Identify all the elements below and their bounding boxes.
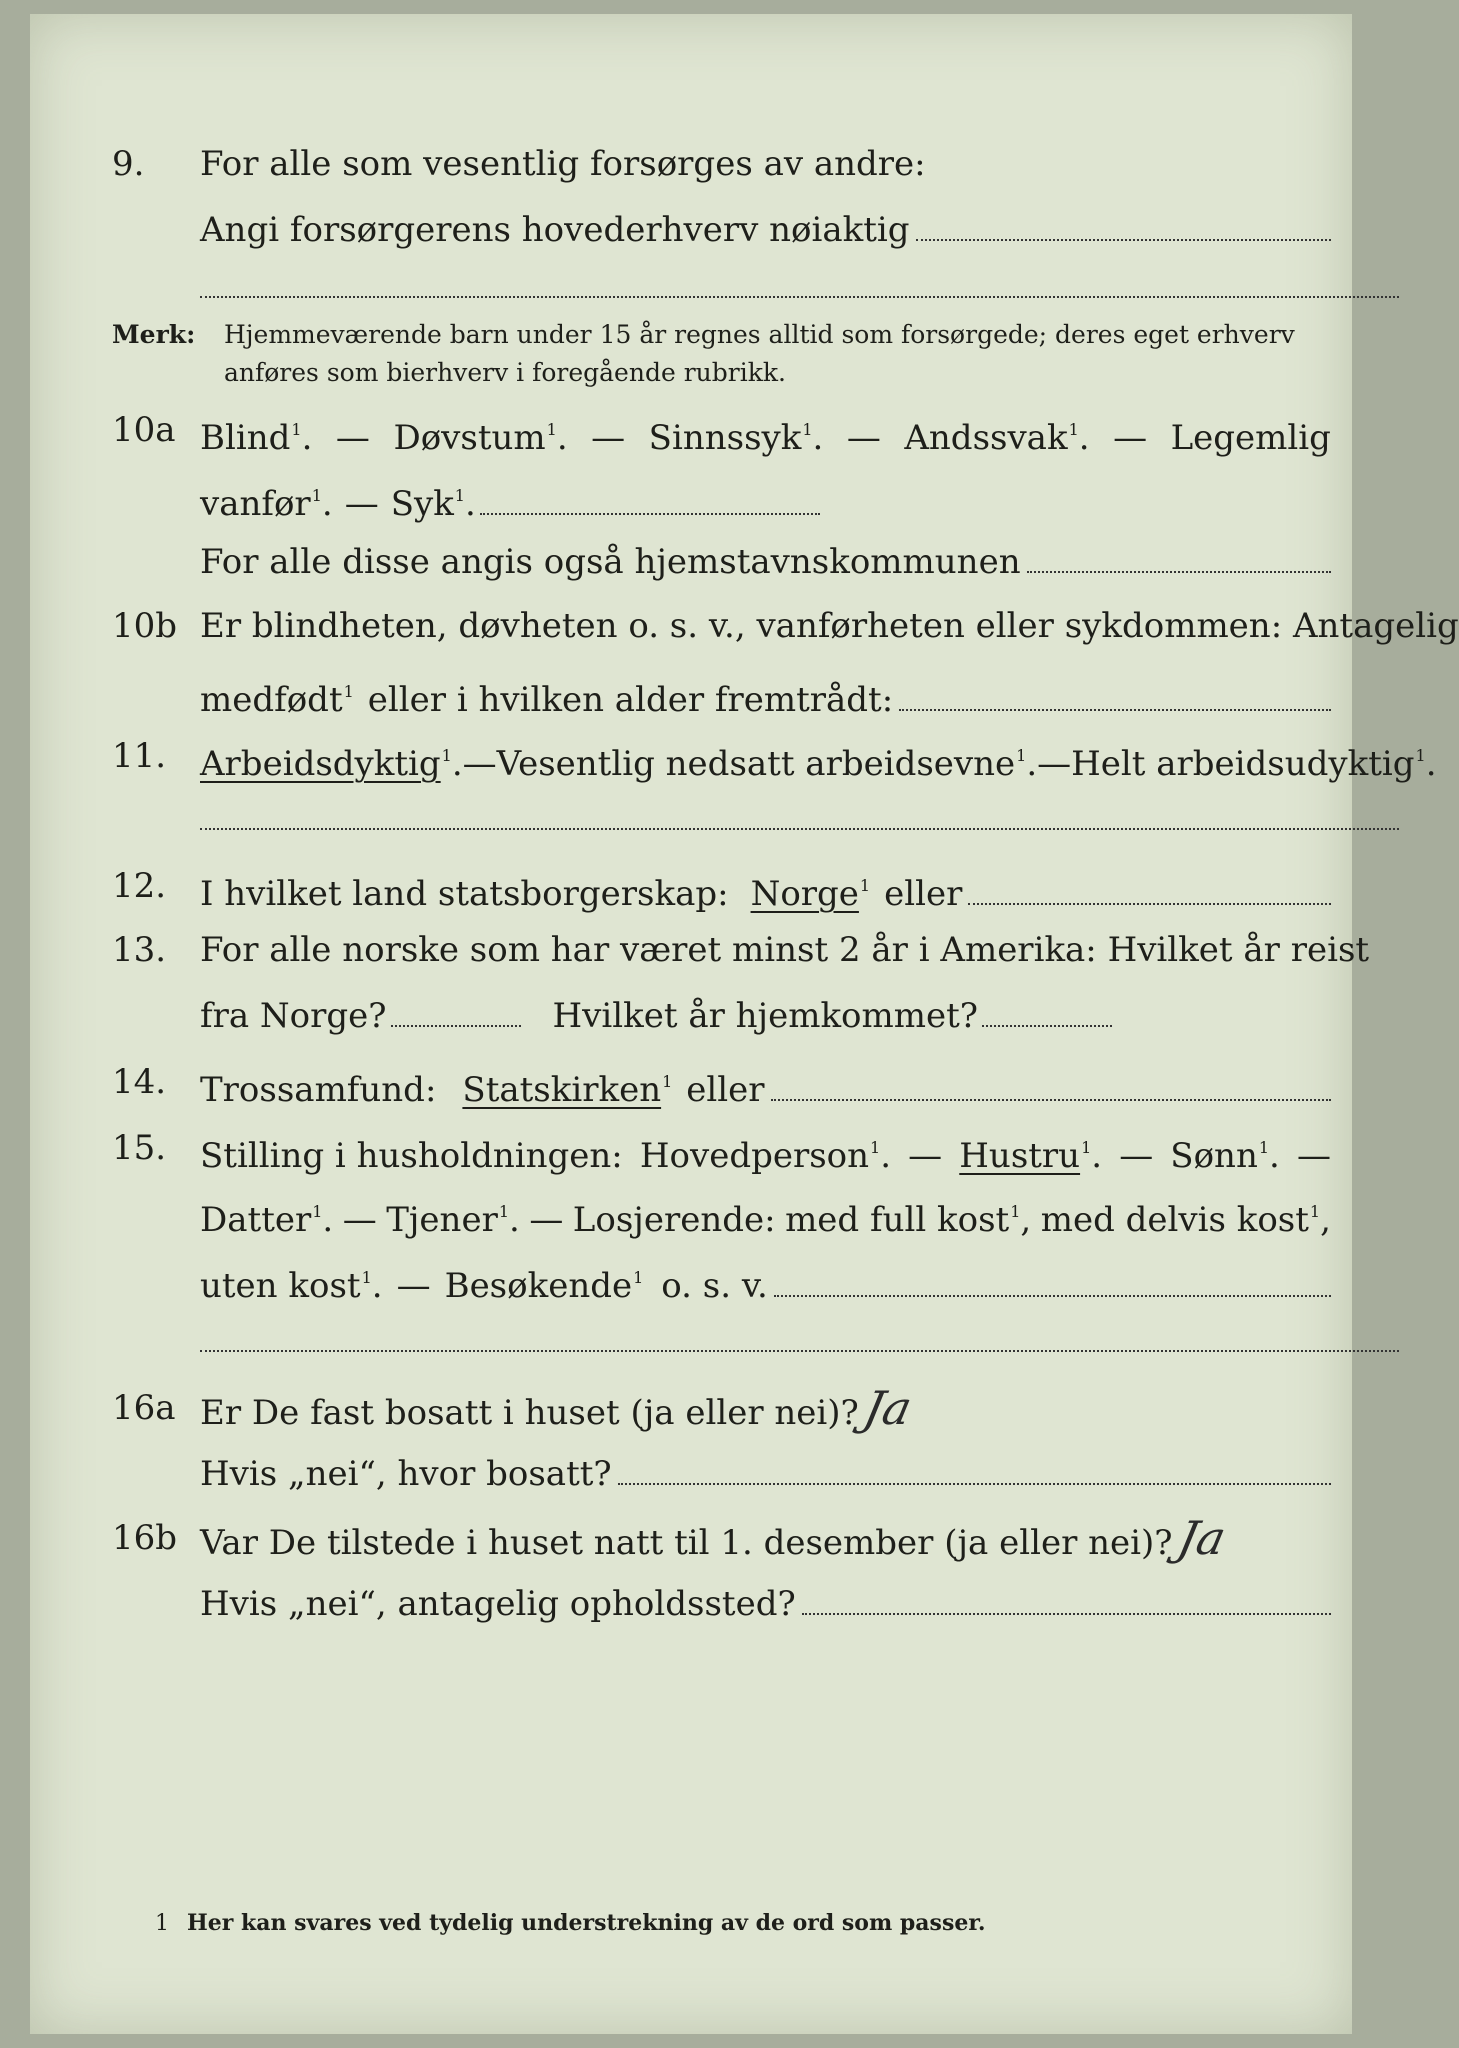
question-number: 13.	[112, 930, 167, 970]
answer-year-departed[interactable]	[391, 1025, 521, 1027]
option-hovedperson[interactable]: Hovedperson$^1$.	[639, 1136, 892, 1176]
option-datter[interactable]: Datter$^1$.	[200, 1200, 334, 1240]
option-medfodt[interactable]: medfødt$^1$	[200, 680, 354, 720]
option-legemlig[interactable]: Legemlig	[1170, 418, 1331, 458]
option-andssvak[interactable]: Andssvak$^1$.	[904, 418, 1090, 458]
question-number: 12.	[112, 866, 167, 906]
answer-year-returned[interactable]	[982, 1025, 1112, 1027]
answer-field[interactable]	[968, 903, 1331, 905]
option-uten-kost[interactable]: uten kost$^1$.	[200, 1266, 383, 1306]
note-text: Hjemmeværende barn under 15 år regnes alltid som forsørgede; deres eget erhverv anføres som bierhverv i foregående rubrikk.	[224, 320, 1295, 387]
option-syk[interactable]: Syk$^1$.	[390, 484, 476, 524]
option-tjener[interactable]: Tjener$^1$.	[386, 1200, 520, 1240]
option-vanfor[interactable]: vanfør$^1$.	[200, 484, 333, 524]
option-statskirken[interactable]: Statskirken$^1$	[462, 1070, 673, 1110]
answer-field[interactable]	[802, 1613, 1331, 1615]
question-number: 14.	[112, 1062, 167, 1102]
handwritten-answer[interactable]: Ja	[1172, 1511, 1231, 1565]
question-text: Var De tilstede i huset natt til 1. desember (ja eller nei)?	[200, 1523, 1173, 1563]
option-besokende[interactable]: Besøkende$^1$	[444, 1266, 644, 1306]
note	[112, 316, 1332, 396]
question-number: 10a	[112, 410, 176, 450]
question-text: For alle som vesentlig forsørges av andre:	[200, 144, 926, 184]
note-label: Merk:	[112, 320, 196, 349]
option-nedsatt[interactable]: Vesentlig nedsatt arbeidsevne$^1$.	[496, 744, 1038, 784]
question-number: 9.	[112, 144, 145, 184]
answer-field[interactable]	[618, 1483, 1331, 1485]
answer-line[interactable]	[200, 828, 1399, 830]
option-blind[interactable]: Blind$^1$.	[200, 418, 313, 458]
question-text: For alle disse angis også hjemstavnskommunen	[200, 542, 1021, 582]
answer-field[interactable]	[774, 1295, 1331, 1297]
question-text: For alle norske som har været minst 2 år i Amerika: Hvilket år reist	[200, 930, 1370, 970]
question-text: Er De fast bosatt i huset (ja eller nei)?	[200, 1393, 859, 1433]
option-dovstum[interactable]: Døvstum$^1$.	[393, 418, 568, 458]
answer-line[interactable]	[200, 1350, 1399, 1352]
option-arbeidsdyktig[interactable]: Arbeidsdyktig$^1$.	[200, 744, 463, 784]
question-number: 10b	[112, 606, 178, 646]
answer-field[interactable]	[771, 1099, 1331, 1101]
option-delvis-kost[interactable]: med delvis kost$^1$,	[1040, 1200, 1331, 1240]
question-number: 16b	[112, 1518, 178, 1558]
answer-field[interactable]	[480, 513, 820, 515]
option-hustru[interactable]: Hustru$^1$.	[959, 1136, 1103, 1176]
question-text: Er blindheten, døvheten o. s. v., vanførheten eller sykdommen: Antagelig	[200, 606, 1459, 646]
question-text: Angi forsørgerens hovederhverv nøiaktig	[200, 210, 910, 250]
answer-field[interactable]	[1027, 571, 1331, 573]
question-number: 16a	[112, 1388, 176, 1428]
question-number: 11.	[112, 736, 167, 776]
option-sinnssyk[interactable]: Sinnssyk$^1$.	[648, 418, 824, 458]
answer-field[interactable]	[916, 239, 1331, 241]
option-full-kost[interactable]: med full kost$^1$,	[785, 1200, 1032, 1240]
footnote: 1 Her kan svares ved tydelig understrekning av de ord som passer.	[155, 1910, 986, 1936]
question-number: 15.	[112, 1128, 167, 1168]
handwritten-answer[interactable]: Ja	[859, 1381, 917, 1435]
option-norge[interactable]: Norge$^1$	[750, 874, 871, 914]
answer-line[interactable]	[200, 296, 1399, 298]
option-udyktig[interactable]: Helt arbeidsudyktig$^1$.	[1071, 744, 1437, 784]
option-sonn[interactable]: Sønn$^1$.	[1170, 1136, 1280, 1176]
answer-field[interactable]	[899, 709, 1331, 711]
